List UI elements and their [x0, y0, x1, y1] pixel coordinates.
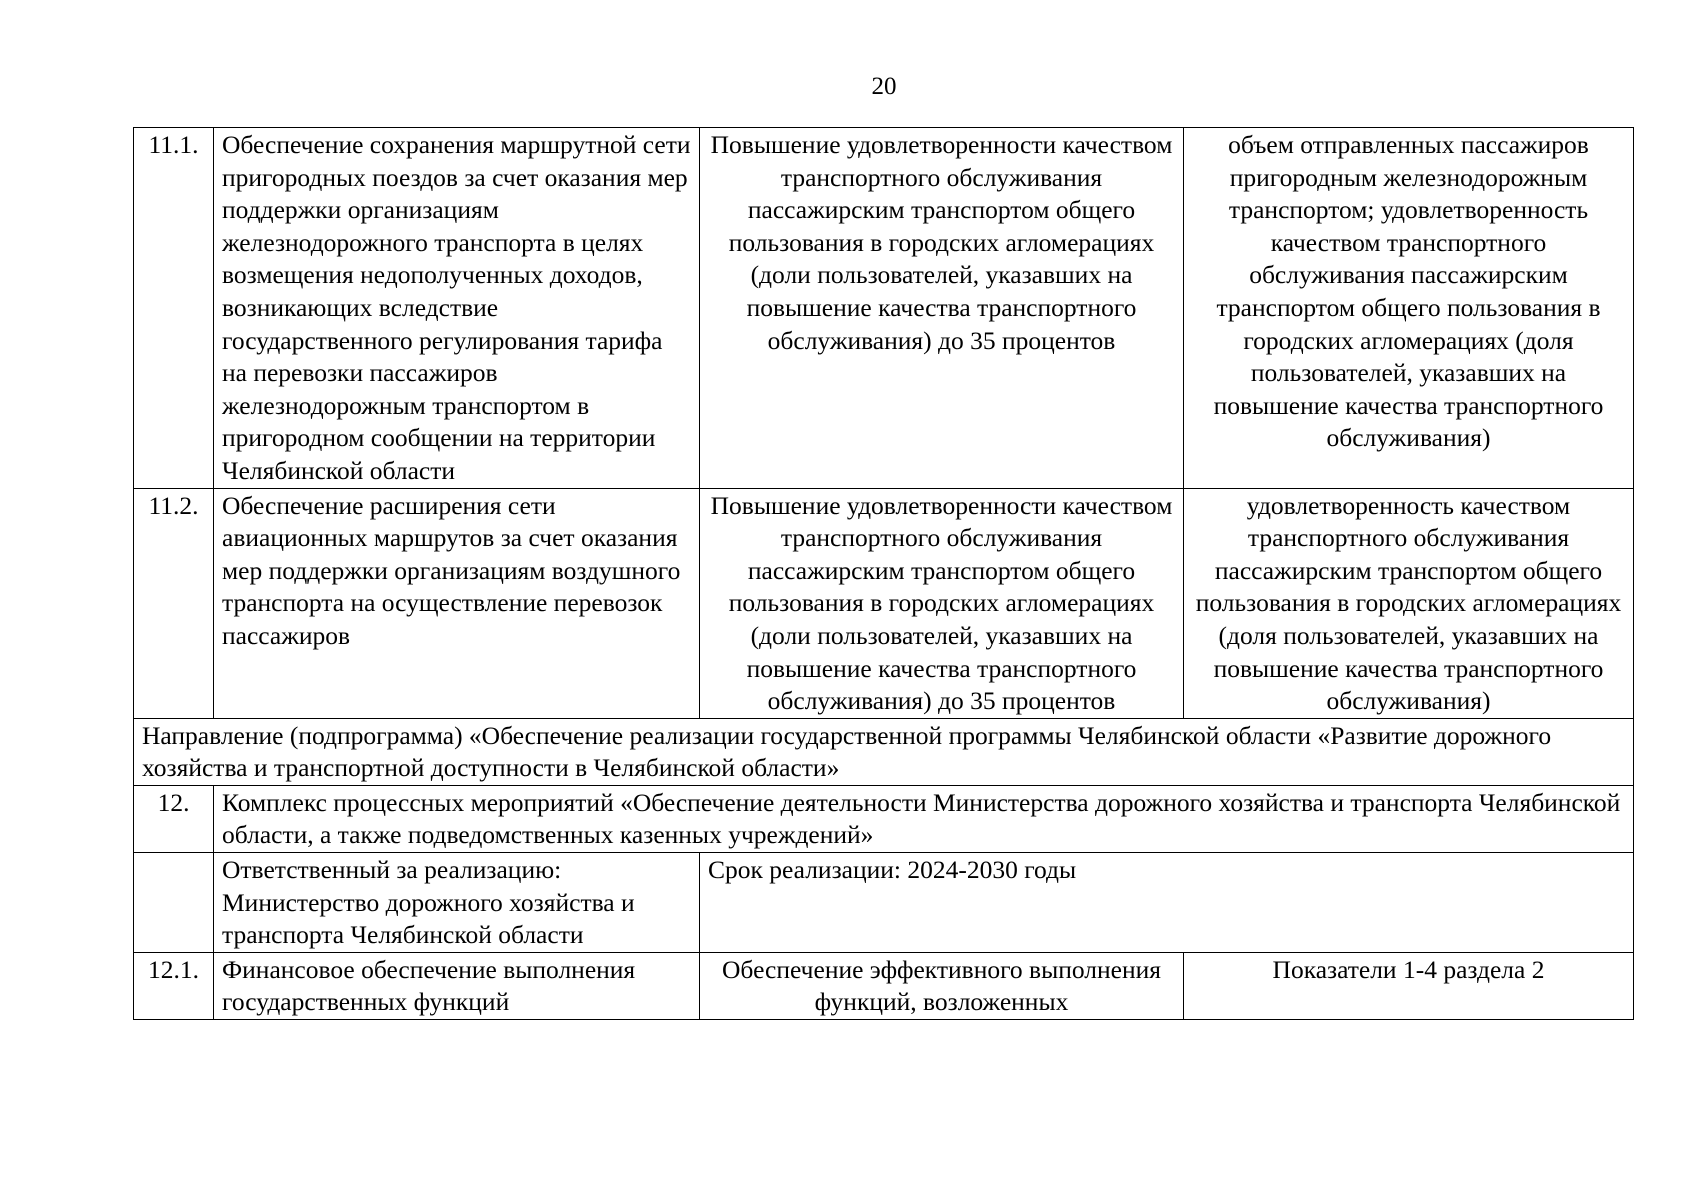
task-cell: Финансовое обеспечение выполнения государственных функций — [214, 952, 700, 1019]
section-row — [134, 718, 1634, 785]
table-row — [134, 128, 1634, 489]
task-cell: Обеспечение расширения сети авиационных маршрутов за счет оказания мер поддержки организациям воздушного транспорта на осуществление перевозок пассажиров — [214, 488, 700, 718]
page-number: 20 — [871, 73, 897, 100]
program-table — [133, 127, 1634, 1020]
row-number: 11.1. — [134, 128, 214, 489]
complex-row — [134, 785, 1634, 852]
responsible-cell: Ответственный за реализацию: Министерство дорожного хозяйства и транспорта Челябинской области — [214, 853, 700, 953]
section-heading: Направление (подпрограмма) «Обеспечение реализации государственной программы Челябинской области «Развитие дорожного хозяйства и транспортной доступности в Челябинской области» — [134, 718, 1634, 785]
empty-cell — [134, 853, 214, 953]
row-number: 12. — [134, 785, 214, 852]
table-row — [134, 488, 1634, 718]
effect-cell: Повышение удовлетворенности качеством транспортного обслуживания пассажирским транспортом общего пользования в городских агломерациях (доли пользователей, указавших на повышение качества транспортного обслуживания) до 35 процентов — [700, 488, 1184, 718]
term-cell: Срок реализации: 2024-2030 годы — [700, 853, 1634, 953]
indicator-cell: удовлетворенность качеством транспортного обслуживания пассажирским транспортом общего пользования в городских агломерациях (доля пользователей, указавших на повышение качества транспортного обслуживания) — [1184, 488, 1634, 718]
indicator-cell: объем отправленных пассажиров пригородным железнодорожным транспортом; удовлетворенность качеством транспортного обслуживания пассажирским транспортом общего пользования в городских агломерациях (доля пользователей, указавших на повышение качества транспортного обслуживания) — [1184, 128, 1634, 489]
task-cell: Обеспечение сохранения маршрутной сети пригородных поездов за счет оказания мер поддержки организациям железнодорожного транспорта в целях возмещения недополученных доходов, возникающих вследствие государственного регулирования тарифа на перевозки пассажиров железнодорожным транспортом в пригородном сообщении на территории Челябинской области — [214, 128, 700, 489]
effect-cell: Обеспечение эффективного выполнения функций, возложенных — [700, 952, 1184, 1019]
complex-title: Комплекс процессных мероприятий «Обеспечение деятельности Министерства дорожного хозяйства и транспорта Челябинской области, а также подведомственных казенных учреждений» — [214, 785, 1634, 852]
row-number: 11.2. — [134, 488, 214, 718]
table-row — [134, 952, 1634, 1019]
row-number: 12.1. — [134, 952, 214, 1019]
indicator-cell: Показатели 1-4 раздела 2 — [1184, 952, 1634, 1019]
effect-cell: Повышение удовлетворенности качеством транспортного обслуживания пассажирским транспортом общего пользования в городских агломерациях (доли пользователей, указавших на повышение качества транспортного обслуживания) до 35 процентов — [700, 128, 1184, 489]
complex-meta-row — [134, 853, 1634, 953]
